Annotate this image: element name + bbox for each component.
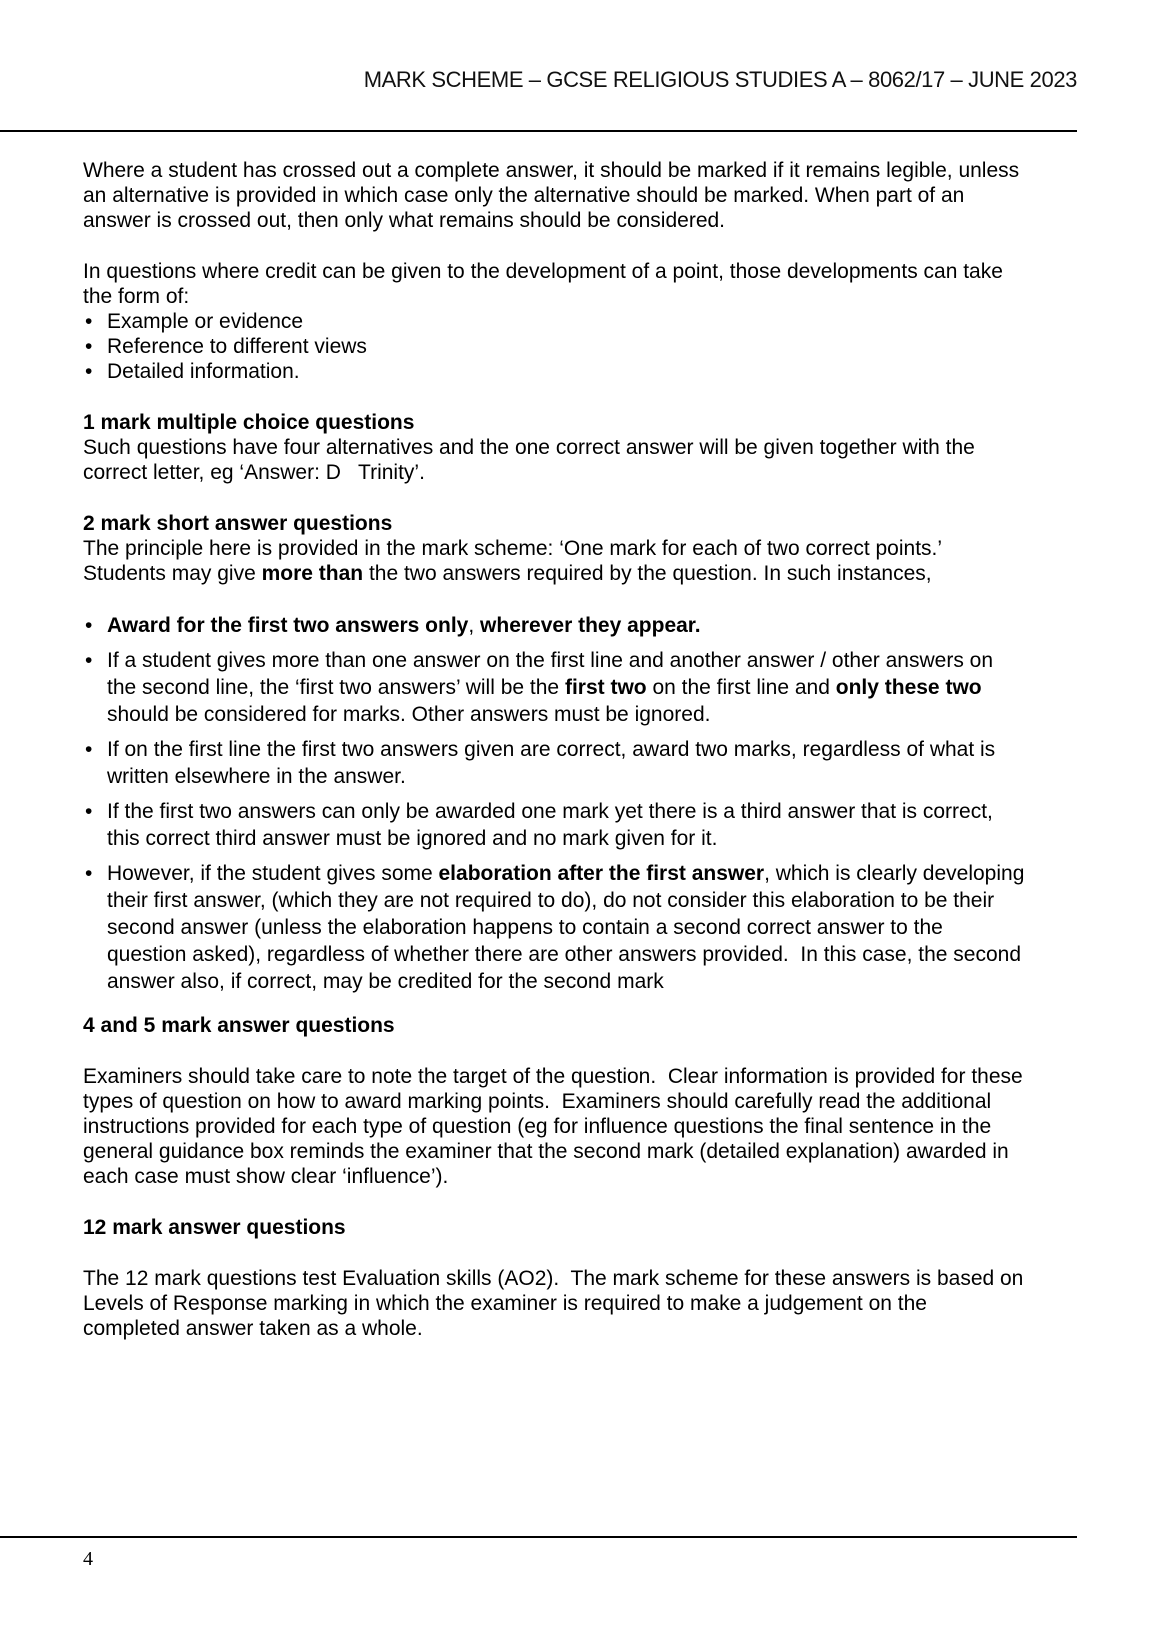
text-run: If the first two answers can only be awarded one mark yet there is a third answer that is correct, this correct third answer must be ignored and no mark given for it.	[107, 800, 999, 850]
text-run: Example or evidence	[107, 310, 304, 333]
bullet-item	[83, 736, 1028, 790]
text-run: 4 and 5 mark answer questions	[83, 1014, 395, 1037]
paragraph	[83, 259, 1028, 309]
text-run-bold: first two	[564, 676, 647, 699]
text-run: Where a student has crossed out a complete answer, it should be marked if it remains legible, unless an alternative is provided in which case only the alternative should be marked. When part of an answer is crossed out, then only what remains should be considered.	[83, 159, 1025, 232]
bullet-icon: •	[85, 310, 93, 333]
page-number: 4	[83, 1548, 93, 1570]
text-run: should be considered for marks. Other answers must be ignored.	[107, 676, 988, 726]
document-body	[83, 158, 1031, 1367]
bullet-icon: •	[85, 738, 93, 761]
bullet-icon: •	[85, 335, 93, 358]
bullet-icon: •	[85, 862, 93, 885]
text-run: 2 mark short answer questions	[83, 512, 393, 535]
bullet-icon: •	[85, 800, 93, 823]
bullet-item	[83, 359, 1028, 384]
text-run: However, if the student gives some	[107, 862, 439, 885]
paragraph	[83, 1266, 1028, 1341]
bullet-list-tight	[83, 309, 1028, 384]
bullet-icon: •	[85, 360, 93, 383]
section-heading	[83, 511, 1028, 536]
text-run: ,	[468, 614, 481, 637]
text-run: , which is clearly developing their first answer, (which they are not required to do), do not consider this elaboration to be their second answer (unless the elaboration happens to contain a second correct answer to the question asked), regardless of whether there are other answers provided. In this case, the second answer also, if correct, may be credited for the second mark	[107, 862, 1031, 993]
paragraph	[83, 435, 1028, 485]
text-run-bold: only these two	[835, 676, 982, 699]
text-run: The principle here is provided in the mark scheme: ‘One mark for each of two correct points.’ Students may give	[83, 537, 948, 585]
text-run: If a student gives more than one answer on the first line and another answer / other answers on the second line, the ‘first two answers’ will be the	[107, 649, 999, 699]
bullet-item	[83, 612, 1028, 639]
text-run-bold: more than	[261, 562, 364, 585]
header-rule	[0, 130, 1077, 132]
footer-rule	[0, 1536, 1077, 1538]
paragraph	[83, 536, 1028, 586]
bullet-item	[83, 309, 1028, 334]
section-heading	[83, 1215, 1028, 1240]
bullet-item	[83, 334, 1028, 359]
section-heading	[83, 410, 1028, 435]
text-run: Such questions have four alternatives and the one correct answer will be given together with the correct letter, eg ‘Answer: D Trinity’.	[83, 436, 981, 484]
text-run: Examiners should take care to note the target of the question. Clear information is provided for these types of question on how to award marking points. Examiners should carefully read the additional instructions provided for each type of question (eg for influence questions the final sentence in the general guidance box reminds the examiner that the second mark (detailed explanation) awarded in each case must show clear ‘influence’).	[83, 1065, 1029, 1188]
bullet-item	[83, 647, 1028, 728]
text-run: In questions where credit can be given to the development of a point, those developments can take the form of:	[83, 260, 1009, 308]
text-run: 12 mark answer questions	[83, 1216, 346, 1239]
text-run: If on the first line the first two answers given are correct, award two marks, regardless of what is written elsewhere in the answer.	[107, 738, 1002, 788]
text-run: The 12 mark questions test Evaluation skills (AO2). The mark scheme for these answers is based on Levels of Response marking in which the examiner is required to make a judgement on the completed answer taken as a whole.	[83, 1267, 1030, 1340]
bullet-icon: •	[85, 614, 93, 637]
text-run-bold: Award for the first two answers only	[107, 614, 469, 637]
bullet-list-spaced	[83, 612, 1031, 995]
text-run: 1 mark multiple choice questions	[83, 411, 415, 434]
paragraph	[83, 158, 1028, 233]
text-run: Detailed information.	[107, 360, 300, 383]
bullet-item	[83, 860, 1031, 995]
text-run: on the first line and	[646, 676, 836, 699]
paragraph	[83, 1064, 1028, 1189]
bullet-item	[83, 798, 1028, 852]
section-heading	[83, 1013, 1028, 1038]
page-header-title: MARK SCHEME – GCSE RELIGIOUS STUDIES A – 8062/17 – JUNE 2023	[363, 67, 1077, 92]
text-run-bold: elaboration after the first answer	[438, 862, 765, 885]
bullet-icon: •	[85, 649, 93, 672]
text-run: the two answers required by the question. In such instances,	[363, 562, 932, 585]
text-run-bold: wherever they appear.	[480, 614, 701, 637]
text-run: Reference to different views	[107, 335, 367, 358]
